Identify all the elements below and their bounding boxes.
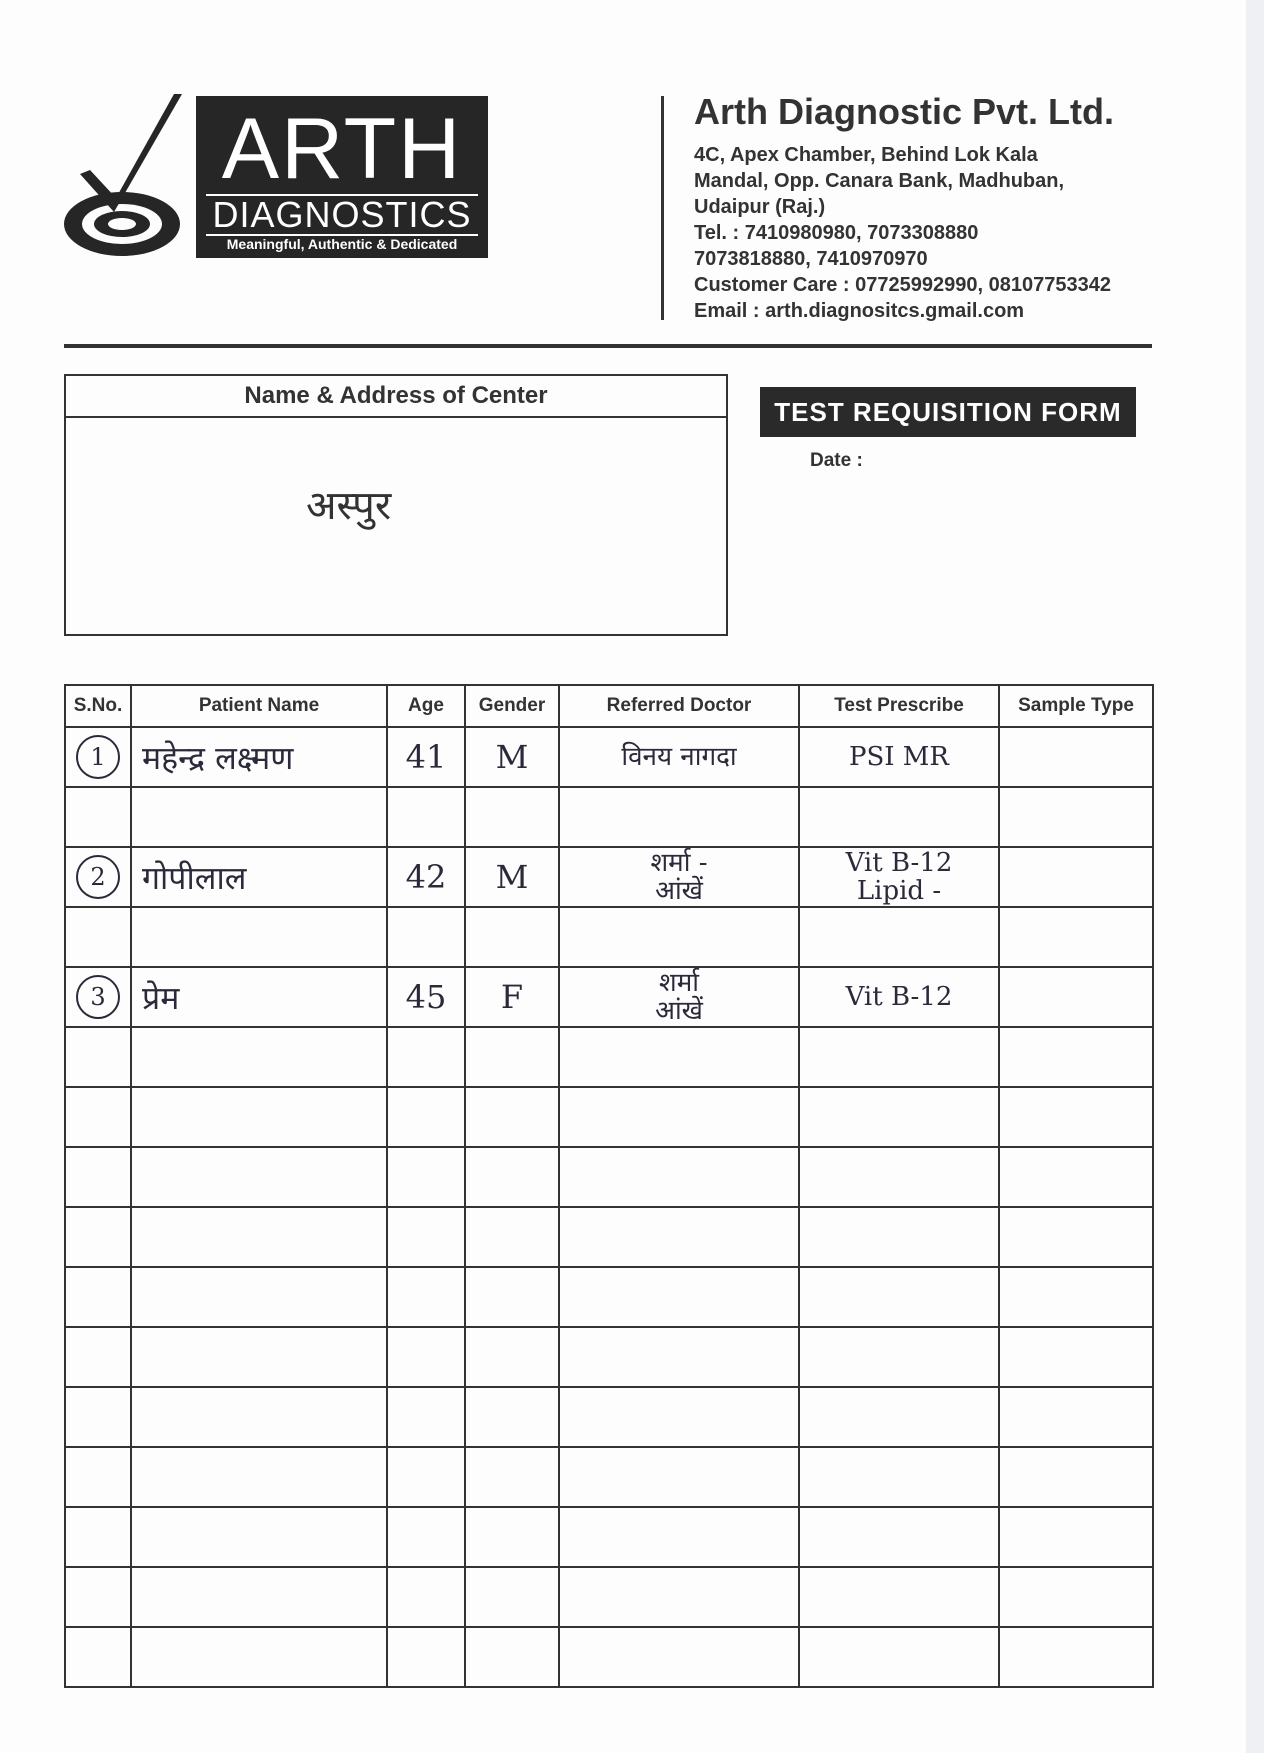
- company-name: Arth Diagnostic Pvt. Ltd.: [694, 91, 1115, 132]
- cell-age[interactable]: [387, 1087, 465, 1147]
- cell-referred-doctor[interactable]: [559, 1027, 799, 1087]
- cell-sno[interactable]: [65, 787, 131, 847]
- cell-sample-type[interactable]: [999, 1207, 1153, 1267]
- doctor-detail: आंखें: [655, 876, 703, 906]
- cell-sample-type[interactable]: [999, 1627, 1153, 1687]
- table-row: [65, 1027, 1153, 1087]
- cell-test-prescribe[interactable]: [799, 1567, 999, 1627]
- cell-patient-name[interactable]: गोपीलाल: [131, 847, 387, 907]
- serial-number: 2: [76, 855, 120, 899]
- cell-gender[interactable]: [465, 1447, 559, 1507]
- logo-word: ARTH: [221, 101, 463, 197]
- cell-test-prescribe[interactable]: [799, 1447, 999, 1507]
- cell-patient-name[interactable]: प्रेम: [131, 967, 387, 1027]
- cell-referred-doctor[interactable]: [559, 1207, 799, 1267]
- cell-patient-name[interactable]: [131, 1387, 387, 1447]
- cell-test-prescribe[interactable]: [799, 787, 999, 847]
- table-row: [65, 1387, 1153, 1447]
- cell-age[interactable]: [387, 1147, 465, 1207]
- cell-referred-doctor[interactable]: [559, 1147, 799, 1207]
- table-row: [65, 1567, 1153, 1627]
- cell-gender[interactable]: [465, 1207, 559, 1267]
- cell-test-prescribe[interactable]: [799, 1147, 999, 1207]
- cell-sample-type[interactable]: [999, 1447, 1153, 1507]
- logo-subtitle: DIAGNOSTICS: [206, 194, 478, 236]
- doctor-name: शर्मा: [659, 968, 699, 998]
- brand-logo: [196, 96, 488, 258]
- cell-sample-type[interactable]: [999, 1087, 1153, 1147]
- cell-sno[interactable]: [65, 1147, 131, 1207]
- cell-test-prescribe[interactable]: [799, 967, 999, 1027]
- cell-referred-doctor[interactable]: [559, 1327, 799, 1387]
- cell-gender[interactable]: [465, 1627, 559, 1687]
- cell-sno[interactable]: [65, 1567, 131, 1627]
- table-body: [65, 727, 1153, 1687]
- cell-sample-type[interactable]: [999, 1327, 1153, 1387]
- col-header-gender: Gender: [465, 685, 559, 727]
- cell-gender[interactable]: [465, 1087, 559, 1147]
- cell-sno[interactable]: [65, 847, 131, 907]
- cell-sample-type[interactable]: [999, 1147, 1153, 1207]
- cell-patient-name[interactable]: [131, 1627, 387, 1687]
- col-header-age: Age: [387, 685, 465, 727]
- col-header-test-prescribe: Test Prescribe: [799, 685, 999, 727]
- test-name: PSI MR: [848, 742, 950, 772]
- cell-age[interactable]: [387, 1627, 465, 1687]
- center-address-box: [64, 374, 728, 636]
- cell-test-prescribe[interactable]: [799, 907, 999, 967]
- phone-line: Tel. : 7410980980, 7073308880: [694, 222, 979, 244]
- cell-sno[interactable]: [65, 967, 131, 1027]
- test-name: Vit B-12: [845, 982, 953, 1012]
- address-line: Udaipur (Raj.): [694, 196, 826, 218]
- cell-sno[interactable]: [65, 1387, 131, 1447]
- cell-sample-type[interactable]: [999, 967, 1153, 1027]
- table-header-row: [65, 685, 1153, 727]
- cell-sample-type[interactable]: [999, 1507, 1153, 1567]
- cell-age[interactable]: 45: [387, 967, 465, 1027]
- cell-test-prescribe[interactable]: [799, 1627, 999, 1687]
- cell-referred-doctor[interactable]: [559, 1567, 799, 1627]
- cell-gender[interactable]: [465, 787, 559, 847]
- patient-table: [64, 684, 1154, 1688]
- cell-gender[interactable]: [465, 1507, 559, 1567]
- cell-referred-doctor[interactable]: [559, 907, 799, 967]
- cell-patient-name[interactable]: [131, 1267, 387, 1327]
- cell-age[interactable]: [387, 1267, 465, 1327]
- cell-sample-type[interactable]: [999, 1267, 1153, 1327]
- cell-sample-type[interactable]: [999, 1027, 1153, 1087]
- cell-sno[interactable]: [65, 907, 131, 967]
- cell-age[interactable]: 42: [387, 847, 465, 907]
- cell-referred-doctor[interactable]: [559, 1267, 799, 1327]
- cell-sno[interactable]: [65, 1627, 131, 1687]
- header-divider: [661, 96, 664, 320]
- cell-age[interactable]: [387, 1387, 465, 1447]
- col-header-sno: S.No.: [65, 685, 131, 727]
- cell-gender[interactable]: [465, 1267, 559, 1327]
- cell-test-prescribe[interactable]: [799, 1327, 999, 1387]
- customer-care-line: Customer Care : 07725992990, 08107753342: [694, 274, 1111, 296]
- cell-sno[interactable]: [65, 1327, 131, 1387]
- cell-gender[interactable]: M: [465, 847, 559, 907]
- doctor-name: विनय नागदा: [621, 742, 737, 772]
- cell-patient-name[interactable]: [131, 787, 387, 847]
- cell-sample-type[interactable]: [999, 727, 1153, 787]
- table-row: [65, 1627, 1153, 1687]
- cell-patient-name[interactable]: [131, 1087, 387, 1147]
- table-row: [65, 967, 1153, 1027]
- table-row: [65, 907, 1153, 967]
- cell-test-prescribe[interactable]: [799, 1087, 999, 1147]
- cell-sno[interactable]: [65, 1087, 131, 1147]
- center-address-value: अस्पुर: [306, 483, 392, 529]
- cell-age[interactable]: [387, 787, 465, 847]
- cell-age[interactable]: [387, 1507, 465, 1567]
- cell-patient-name[interactable]: [131, 1147, 387, 1207]
- table-row: [65, 1447, 1153, 1507]
- cell-referred-doctor[interactable]: [559, 1387, 799, 1447]
- table-row: [65, 1327, 1153, 1387]
- cell-patient-name[interactable]: [131, 1027, 387, 1087]
- cell-sno[interactable]: [65, 1507, 131, 1567]
- cell-sample-type[interactable]: [999, 907, 1153, 967]
- cell-gender[interactable]: [465, 1147, 559, 1207]
- test-name-secondary: Lipid -: [856, 876, 942, 906]
- address-line: Mandal, Opp. Canara Bank, Madhuban,: [694, 170, 1065, 192]
- cell-referred-doctor[interactable]: [559, 1087, 799, 1147]
- cell-age[interactable]: [387, 1567, 465, 1627]
- cell-referred-doctor[interactable]: [559, 1507, 799, 1567]
- header-rule: [64, 344, 1152, 348]
- cell-age[interactable]: [387, 1027, 465, 1087]
- doctor-detail: आंखें: [655, 996, 703, 1026]
- table-row: [65, 787, 1153, 847]
- cell-gender[interactable]: [465, 1567, 559, 1627]
- cell-sno[interactable]: [65, 1267, 131, 1327]
- table-row: [65, 727, 1153, 787]
- cell-test-prescribe[interactable]: [799, 727, 999, 787]
- cell-age[interactable]: [387, 1447, 465, 1507]
- cell-patient-name[interactable]: [131, 1207, 387, 1267]
- cell-test-prescribe[interactable]: [799, 847, 999, 907]
- cell-sno[interactable]: [65, 1447, 131, 1507]
- cell-referred-doctor[interactable]: [559, 847, 799, 907]
- cell-age[interactable]: 41: [387, 727, 465, 787]
- address-line: 4C, Apex Chamber, Behind Lok Kala: [694, 144, 1038, 166]
- cell-age[interactable]: [387, 1327, 465, 1387]
- cell-sno[interactable]: [65, 1207, 131, 1267]
- serial-number: 1: [76, 735, 120, 779]
- cell-test-prescribe[interactable]: [799, 1267, 999, 1327]
- cell-gender[interactable]: [465, 1387, 559, 1447]
- cell-patient-name[interactable]: महेन्द्र लक्ष्मण: [131, 727, 387, 787]
- cell-sample-type[interactable]: [999, 787, 1153, 847]
- cell-referred-doctor[interactable]: [559, 727, 799, 787]
- page-edge: [1246, 0, 1264, 1753]
- cell-test-prescribe[interactable]: [799, 1507, 999, 1567]
- table-row: [65, 1087, 1153, 1147]
- form-title: TEST REQUISITION FORM: [760, 387, 1136, 437]
- cell-test-prescribe[interactable]: [799, 1207, 999, 1267]
- logo-tagline: Meaningful, Authentic & Dedicated: [226, 236, 458, 252]
- cell-referred-doctor[interactable]: [559, 1627, 799, 1687]
- col-header-referred-doctor: Referred Doctor: [559, 685, 799, 727]
- checkmark-target-icon: [62, 92, 192, 262]
- cell-referred-doctor[interactable]: [559, 1447, 799, 1507]
- date-label: Date :: [810, 450, 863, 471]
- cell-age[interactable]: [387, 907, 465, 967]
- cell-patient-name[interactable]: [131, 1507, 387, 1567]
- cell-sno[interactable]: [65, 727, 131, 787]
- table-row: [65, 1507, 1153, 1567]
- serial-number: 3: [76, 975, 120, 1019]
- cell-sample-type[interactable]: [999, 847, 1153, 907]
- cell-gender[interactable]: [465, 907, 559, 967]
- cell-sample-type[interactable]: [999, 1387, 1153, 1447]
- company-info: [694, 92, 1214, 324]
- cell-patient-name[interactable]: [131, 1447, 387, 1507]
- col-header-patient-name: Patient Name: [131, 685, 387, 727]
- cell-patient-name[interactable]: [131, 1327, 387, 1387]
- email-line: Email : arth.diagnositcs.gmail.com: [694, 300, 1025, 322]
- doctor-name: शर्मा -: [650, 848, 708, 878]
- table-row: [65, 1147, 1153, 1207]
- cell-gender[interactable]: M: [465, 727, 559, 787]
- test-name: Vit B-12: [845, 848, 953, 878]
- cell-test-prescribe[interactable]: [799, 1027, 999, 1087]
- cell-referred-doctor[interactable]: [559, 967, 799, 1027]
- cell-gender[interactable]: [465, 1027, 559, 1087]
- cell-gender[interactable]: F: [465, 967, 559, 1027]
- cell-gender[interactable]: [465, 1327, 559, 1387]
- cell-age[interactable]: [387, 1207, 465, 1267]
- cell-patient-name[interactable]: [131, 907, 387, 967]
- col-header-sample-type: Sample Type: [999, 685, 1153, 727]
- table-row: [65, 1207, 1153, 1267]
- phone-line: 7073818880, 7410970970: [694, 248, 928, 270]
- center-address-heading: Name & Address of Center: [66, 376, 726, 418]
- cell-sno[interactable]: [65, 1027, 131, 1087]
- cell-referred-doctor[interactable]: [559, 787, 799, 847]
- cell-test-prescribe[interactable]: [799, 1387, 999, 1447]
- cell-patient-name[interactable]: [131, 1567, 387, 1627]
- table-row: [65, 847, 1153, 907]
- cell-sample-type[interactable]: [999, 1567, 1153, 1627]
- table-row: [65, 1267, 1153, 1327]
